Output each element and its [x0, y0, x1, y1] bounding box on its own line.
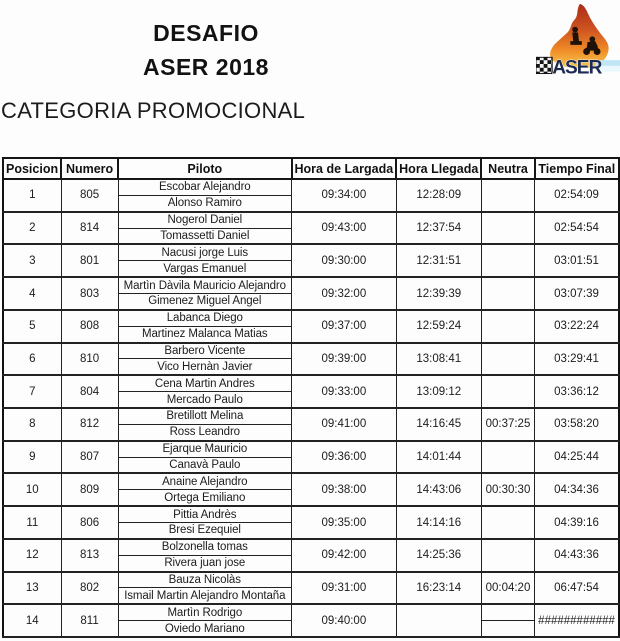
tiempo-final-cell: 04:34:36	[535, 473, 619, 506]
piloto-cell: Ross Leandro	[118, 424, 291, 440]
piloto-cell: Barbero Vicente	[118, 343, 291, 359]
neutra-cell	[481, 244, 534, 277]
tiempo-final-cell: 04:39:16	[535, 506, 619, 539]
piloto-cell: Vico Hernàn Javier	[118, 359, 291, 375]
posicion-cell: 9	[3, 441, 61, 474]
piloto-cell: Bauza Nicolàs	[118, 572, 291, 588]
piloto-cell: Martìn Rodrigo	[118, 604, 291, 620]
neutra-cell	[481, 212, 534, 245]
neutra-cell	[481, 277, 534, 310]
posicion-cell: 1	[3, 179, 61, 212]
hora-largada-cell: 09:31:00	[292, 572, 397, 605]
numero-cell: 808	[61, 310, 118, 343]
piloto-cell: Tomassetti Daniel	[118, 228, 291, 244]
table-row	[3, 375, 619, 391]
hora-llegada-cell: 14:43:06	[396, 473, 481, 506]
posicion-cell: 5	[3, 310, 61, 343]
hora-llegada-cell: 14:25:36	[396, 539, 481, 572]
neutra-cell	[481, 604, 534, 620]
piloto-cell: Nogerol Daniel	[118, 212, 291, 228]
neutra-cell: 00:04:20	[481, 572, 534, 605]
hora-largada-cell: 09:34:00	[292, 179, 397, 212]
numero-cell: 802	[61, 572, 118, 605]
piloto-cell: Ismail Martin Alejandro Montaña	[118, 588, 291, 604]
neutra-cell: 00:30:30	[481, 473, 534, 506]
numero-cell: 804	[61, 375, 118, 408]
table-row	[3, 343, 619, 359]
piloto-cell: Bretillott Melina	[118, 408, 291, 424]
logo-banner	[536, 57, 620, 78]
numero-cell: 814	[61, 212, 118, 245]
piloto-cell: Escobar Alejandro	[118, 179, 291, 195]
neutra-cell	[481, 506, 534, 539]
hora-largada-cell: 09:32:00	[292, 277, 397, 310]
tiempo-final-cell: 02:54:54	[535, 212, 619, 245]
hora-largada-cell: 09:36:00	[292, 441, 397, 474]
piloto-cell: Vargas Emanuel	[118, 261, 291, 277]
tiempo-final-cell: 03:22:24	[535, 310, 619, 343]
neutra-cell	[481, 310, 534, 343]
posicion-cell: 4	[3, 277, 61, 310]
piloto-cell: Oviedo Mariano	[118, 621, 291, 637]
hora-largada-cell: 09:39:00	[292, 343, 397, 376]
posicion-cell: 7	[3, 375, 61, 408]
hora-llegada-cell: 16:23:14	[396, 572, 481, 605]
hora-llegada-cell: 13:08:41	[396, 343, 481, 376]
hora-largada-cell: 09:41:00	[292, 408, 397, 441]
numero-cell: 807	[61, 441, 118, 474]
posicion-cell: 10	[3, 473, 61, 506]
table-row	[3, 506, 619, 522]
neutra-cell	[481, 441, 534, 474]
logo-text: ASER	[552, 57, 602, 79]
table-row	[3, 441, 619, 457]
column-header-4: Hora de Largada	[292, 158, 397, 179]
title-line-1: DESAFIO	[153, 20, 259, 46]
numero-cell: 809	[61, 473, 118, 506]
table-body	[3, 179, 619, 637]
numero-cell: 810	[61, 343, 118, 376]
hora-llegada-cell: 12:28:09	[396, 179, 481, 212]
piloto-cell: Rivera juan jose	[118, 555, 291, 571]
hora-llegada-cell: 12:59:24	[396, 310, 481, 343]
tiempo-final-cell: 03:36:12	[535, 375, 619, 408]
neutra-cell	[481, 539, 534, 572]
table-row	[3, 604, 619, 620]
numero-cell: 801	[61, 244, 118, 277]
hora-largada-cell: 09:33:00	[292, 375, 397, 408]
neutra-cell	[481, 375, 534, 408]
numero-cell: 803	[61, 277, 118, 310]
posicion-cell: 6	[3, 343, 61, 376]
column-header-2: Numero	[61, 158, 118, 179]
aser-logo	[536, 2, 620, 84]
posicion-cell: 13	[3, 572, 61, 605]
piloto-cell: Mercado Paulo	[118, 392, 291, 408]
column-header-3: Piloto	[118, 158, 291, 179]
posicion-cell: 14	[3, 604, 61, 637]
neutra-cell	[481, 621, 534, 637]
table-row	[3, 179, 619, 195]
hora-llegada-cell: 12:39:39	[396, 277, 481, 310]
hora-llegada-cell: 14:14:16	[396, 506, 481, 539]
piloto-cell: Ortega Emiliano	[118, 490, 291, 506]
hora-largada-cell: 09:30:00	[292, 244, 397, 277]
column-header-6: Neutra	[481, 158, 534, 179]
table-header-row	[3, 158, 619, 179]
table-row	[3, 277, 619, 293]
hora-largada-cell: 09:43:00	[292, 212, 397, 245]
neutra-cell: 00:37:25	[481, 408, 534, 441]
posicion-cell: 8	[3, 408, 61, 441]
numero-cell: 806	[61, 506, 118, 539]
hora-llegada-cell: 12:31:51	[396, 244, 481, 277]
numero-cell: 805	[61, 179, 118, 212]
piloto-cell: Bresi Ezequiel	[118, 523, 291, 539]
column-header-5: Hora Llegada	[396, 158, 481, 179]
neutra-cell	[481, 179, 534, 212]
hora-largada-cell: 09:37:00	[292, 310, 397, 343]
hora-llegada-cell: 12:37:54	[396, 212, 481, 245]
table-row	[3, 310, 619, 326]
tiempo-final-cell: 04:25:44	[535, 441, 619, 474]
column-header-7: Tiempo Final	[535, 158, 619, 179]
page-title	[100, 16, 312, 84]
category-title: CATEGORIA PROMOCIONAL	[1, 98, 306, 123]
hora-llegada-cell	[396, 604, 481, 637]
hora-largada-cell: 09:42:00	[292, 539, 397, 572]
hora-llegada-cell: 14:16:45	[396, 408, 481, 441]
title-line-2: ASER 2018	[143, 54, 269, 80]
piloto-cell: Canavà Paulo	[118, 457, 291, 473]
piloto-cell: Martinez Malanca Matias	[118, 326, 291, 342]
tiempo-final-cell: 02:54:09	[535, 179, 619, 212]
tiempo-final-cell: 03:29:41	[535, 343, 619, 376]
piloto-cell: Nacusi jorge Luis	[118, 244, 291, 260]
tiempo-final-cell: 06:47:54	[535, 572, 619, 605]
hora-largada-cell: 09:38:00	[292, 473, 397, 506]
piloto-cell: Cena Martin Andres	[118, 375, 291, 391]
piloto-cell: Pittia Andrès	[118, 506, 291, 522]
hora-largada-cell: 09:35:00	[292, 506, 397, 539]
hora-largada-cell: 09:40:00	[292, 604, 397, 637]
table-row	[3, 572, 619, 588]
posicion-cell: 2	[3, 212, 61, 245]
piloto-cell: Ejarque Mauricio	[118, 441, 291, 457]
piloto-cell: Martìn Dàvila Mauricio Alejandro	[118, 277, 291, 293]
posicion-cell: 12	[3, 539, 61, 572]
piloto-cell: Bolzonella tomas	[118, 539, 291, 555]
numero-cell: 812	[61, 408, 118, 441]
tiempo-final-cell: 03:58:20	[535, 408, 619, 441]
tiempo-final-cell: 04:43:36	[535, 539, 619, 572]
piloto-cell: Anaine Alejandro	[118, 473, 291, 489]
piloto-cell: Labanca Diego	[118, 310, 291, 326]
posicion-cell: 3	[3, 244, 61, 277]
neutra-cell	[481, 343, 534, 376]
hora-llegada-cell: 14:01:44	[396, 441, 481, 474]
table-row	[3, 539, 619, 555]
table-row	[3, 473, 619, 489]
tiempo-final-cell: 03:07:39	[535, 277, 619, 310]
piloto-cell: Alonso Ramiro	[118, 195, 291, 211]
results-table	[2, 157, 620, 638]
tiempo-final-cell: ############	[535, 604, 619, 637]
posicion-cell: 11	[3, 506, 61, 539]
tiempo-final-cell: 03:01:51	[535, 244, 619, 277]
numero-cell: 813	[61, 539, 118, 572]
column-header-1: Posicion	[3, 158, 61, 179]
piloto-cell: Gimenez Miguel Angel	[118, 294, 291, 310]
numero-cell: 811	[61, 604, 118, 637]
table-row	[3, 408, 619, 424]
table-row	[3, 212, 619, 228]
table-row	[3, 244, 619, 260]
hora-llegada-cell: 13:09:12	[396, 375, 481, 408]
